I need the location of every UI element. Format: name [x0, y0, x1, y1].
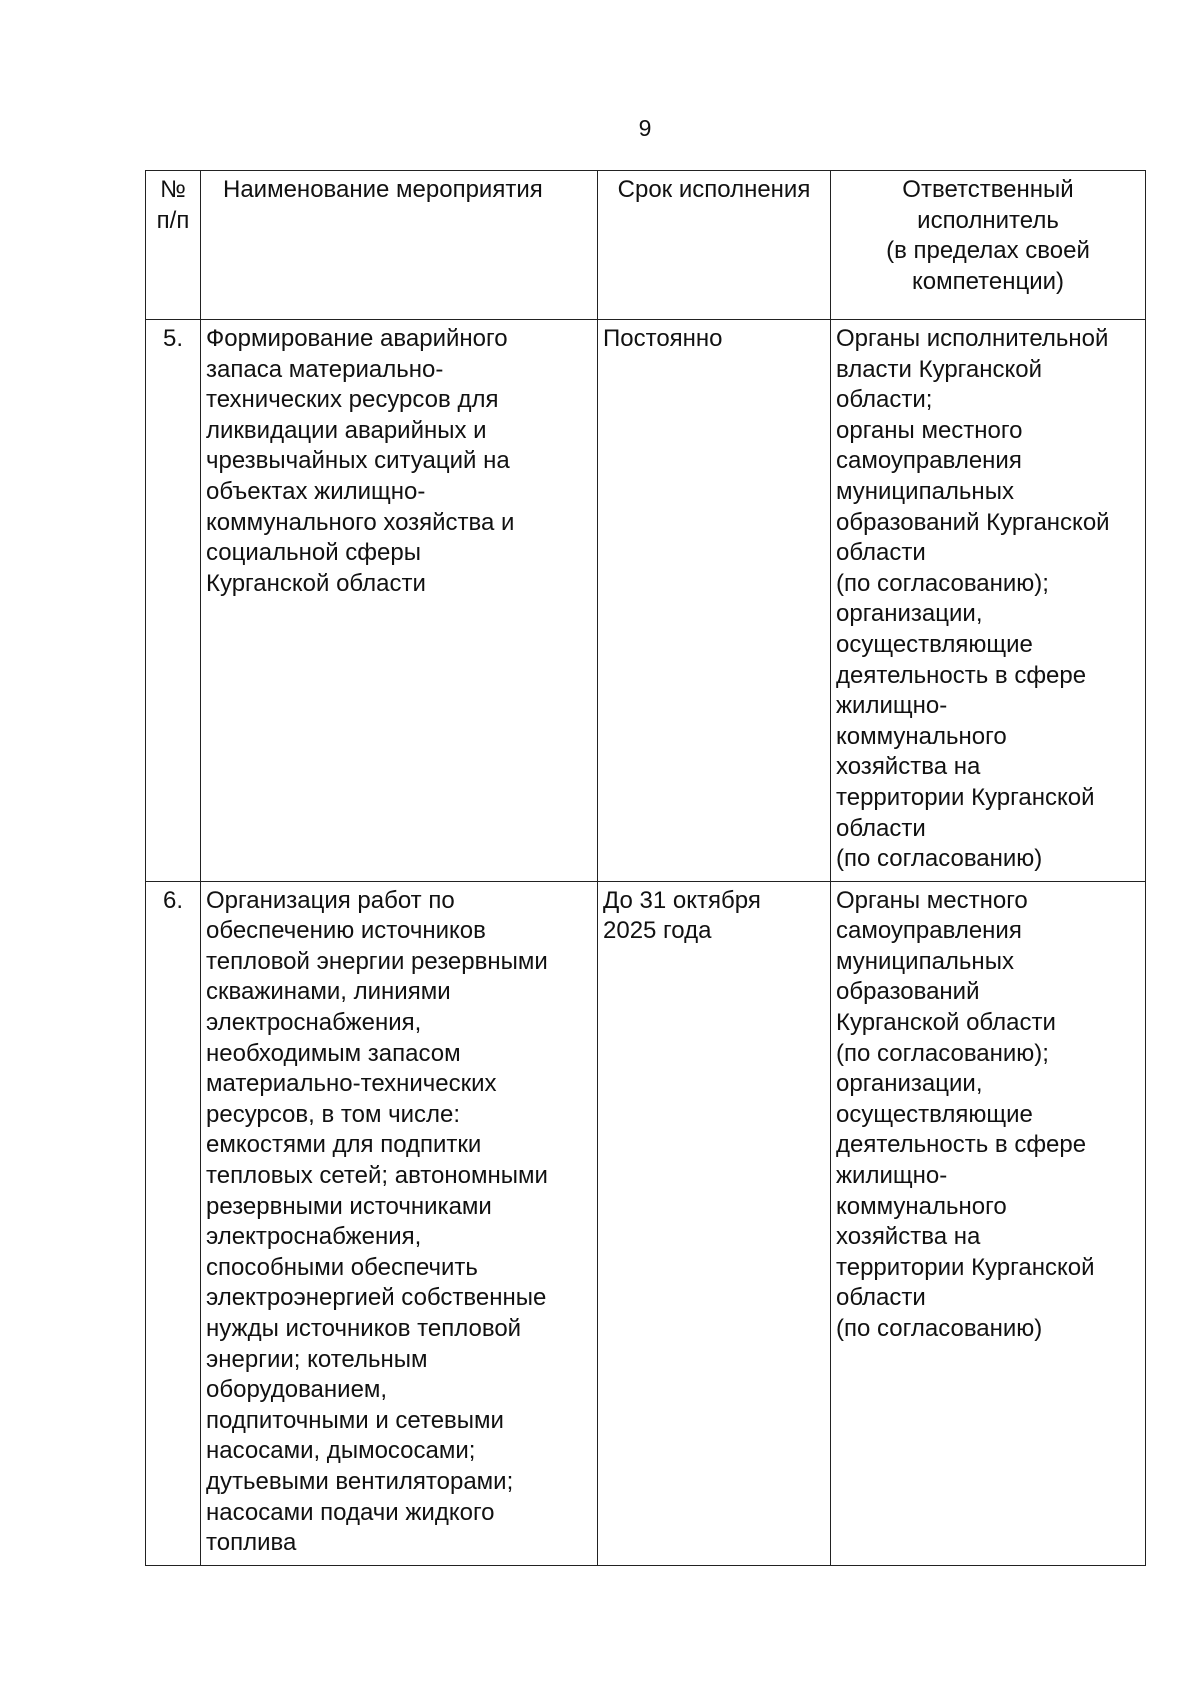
text-line: ресурсов, в том числе: [206, 1100, 461, 1128]
text-line: (в пределах своей [886, 237, 1090, 265]
text-line: До 31 октября [603, 886, 761, 914]
text-line: самоуправления [836, 917, 1022, 945]
text-line: дутьевыми вентиляторами; [206, 1467, 514, 1495]
text-line: области; [836, 386, 933, 414]
text-line: Срок исполнения [617, 176, 811, 203]
text-line: насосами, дымососами; [206, 1437, 476, 1465]
text-line: Курганской области [206, 569, 426, 597]
text-line: области [836, 1284, 926, 1312]
text-line: электроэнергией собственные [206, 1284, 547, 1312]
text-line: деятельность в сфере [836, 661, 1087, 689]
responsible-cell [831, 320, 1146, 882]
text-line: необходимым запасом [206, 1039, 461, 1067]
text-line: чрезвычайных ситуаций на [206, 447, 510, 475]
text-line: области [836, 539, 926, 567]
text-line: нужды источников тепловой [206, 1315, 522, 1342]
text-line: электроснабжения, [206, 1223, 422, 1251]
text-line: (по согласованию); [836, 569, 1049, 597]
table-row [146, 320, 1146, 882]
row-number: 6. [146, 881, 201, 1565]
text-line: (по согласованию) [836, 1315, 1043, 1342]
text-line: территории Курганской [836, 1253, 1095, 1281]
text-line: 2025 года [603, 917, 712, 945]
text-line: тепловых сетей; автономными [206, 1162, 548, 1190]
text-line: Наименование мероприятия [223, 176, 543, 203]
text-line: электроснабжения, [206, 1009, 422, 1037]
text-line: ликвидации аварийных и [206, 416, 487, 444]
text-line: скважинами, линиями [206, 978, 451, 1006]
measures-table [145, 170, 1146, 1566]
text-line: самоуправления [836, 447, 1022, 475]
text-line: жилищно- [836, 1162, 948, 1190]
deadline-cell [598, 320, 831, 882]
text-line: социальной сферы [206, 539, 421, 567]
text-line: Организация работ по [206, 886, 455, 914]
measure-name-cell [201, 320, 598, 882]
table-row [146, 881, 1146, 1565]
text-line: Формирование аварийного [206, 325, 508, 352]
text-line: компетенции) [911, 267, 1065, 295]
text-line: Ответственный [902, 176, 1074, 203]
text-line: объектах жилищно- [206, 477, 426, 505]
text-line: оборудованием, [206, 1376, 388, 1404]
text-line: муниципальных [836, 947, 1014, 975]
header-measure-name [201, 171, 598, 320]
text-line: технических ресурсов для [206, 386, 499, 414]
row-number: 5. [146, 320, 201, 882]
text-line: резервными источниками [206, 1192, 492, 1220]
text-line: Органы местного [836, 886, 1028, 914]
measure-name-cell [201, 881, 598, 1565]
header-deadline [598, 171, 831, 320]
text-line: топлива [206, 1529, 297, 1557]
text-line: обеспечению источников [206, 917, 486, 945]
text-line: хозяйства на [836, 1223, 981, 1251]
text-line: Органы исполнительной [836, 325, 1109, 352]
text-line: коммунального [836, 1192, 1007, 1220]
table-header-row [146, 171, 1146, 320]
text-line: власти Курганской [836, 355, 1043, 383]
text-line: осуществляющие [836, 630, 1033, 658]
text-line: осуществляющие [836, 1100, 1033, 1128]
text-line: территории Курганской [836, 783, 1095, 811]
text-line: коммунального [836, 722, 1007, 750]
text-line: п/п [156, 206, 190, 234]
text-line: насосами подачи жидкого [206, 1498, 495, 1526]
text-line: органы местного [836, 416, 1023, 444]
header-number [146, 171, 201, 320]
text-line: муниципальных [836, 477, 1014, 505]
text-line: коммунального хозяйства и [206, 508, 515, 536]
text-line: материально-технических [206, 1070, 497, 1098]
text-line: (по согласованию); [836, 1039, 1049, 1067]
text-line: энергии; котельным [206, 1345, 428, 1373]
text-line: жилищно- [836, 692, 948, 720]
header-responsible [831, 171, 1146, 320]
text-line: (по согласованию) [836, 845, 1043, 873]
text-line: тепловой энергии резервными [206, 947, 548, 975]
text-line: образований [836, 978, 980, 1006]
text-line: деятельность в сфере [836, 1131, 1087, 1159]
text-line: области [836, 814, 926, 842]
text-line: емкостями для подпитки [206, 1131, 482, 1159]
text-line: способными обеспечить [206, 1253, 478, 1281]
text-line: подпиточными и сетевыми [206, 1406, 504, 1434]
text-line: организации, [836, 1070, 983, 1098]
text-line: Постоянно [603, 325, 723, 352]
deadline-cell [598, 881, 831, 1565]
page-number: 9 [638, 115, 652, 141]
text-line: образований Курганской [836, 508, 1110, 536]
text-line: хозяйства на [836, 753, 981, 781]
text-line: Курганской области [836, 1009, 1056, 1037]
responsible-cell [831, 881, 1146, 1565]
text-line: организации, [836, 600, 983, 628]
text-line: № [160, 176, 186, 203]
text-line: запаса материально- [206, 355, 444, 383]
text-line: исполнитель [917, 206, 1059, 234]
